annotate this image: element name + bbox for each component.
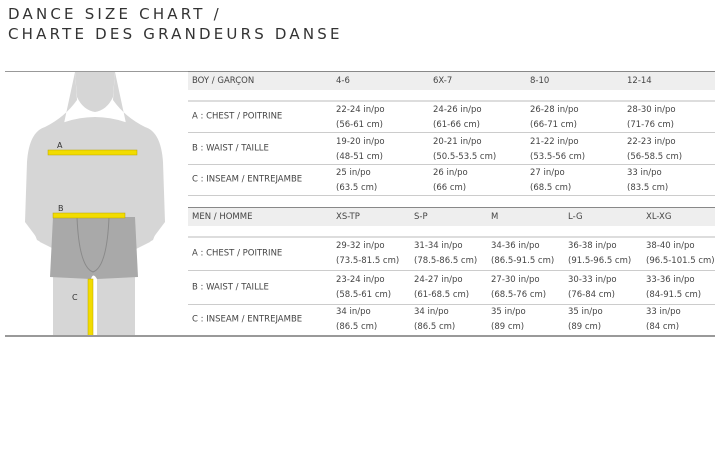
men-table-row (188, 272, 715, 305)
size-cell (627, 166, 668, 196)
size-cell (433, 103, 482, 133)
men-table-row (188, 304, 715, 337)
men-header-row (188, 207, 715, 226)
cm-value: (61-68.5 cm) (414, 290, 470, 300)
inches-value: 24-26 in/po (433, 105, 482, 115)
inches-value: 29-32 in/po (336, 241, 385, 251)
tape-chest (48, 150, 137, 155)
men-header-cell: MEN / HOMME (192, 212, 253, 222)
cm-value: (89 cm) (568, 322, 602, 332)
inches-value: 27 in/po (530, 168, 565, 178)
row-label: B : WAIST / TAILLE (192, 282, 269, 293)
size-cell (568, 239, 631, 269)
inches-value: 36-38 in/po (568, 241, 617, 251)
body-measurement-figure (5, 72, 188, 336)
boy-header-cell: BOY / GARÇON (192, 76, 255, 86)
bottom-rule (5, 335, 715, 337)
size-cell (568, 273, 617, 303)
inches-value: 30-33 in/po (568, 275, 617, 285)
inches-value: 25 in/po (336, 168, 371, 178)
inches-value: 22-23 in/po (627, 137, 676, 147)
size-cell (336, 135, 385, 165)
size-cell (530, 166, 571, 196)
cm-value: (83.5 cm) (627, 183, 669, 193)
size-cell (646, 305, 681, 335)
size-cell (491, 239, 554, 269)
tape-inseam (88, 279, 93, 336)
size-cell (336, 305, 377, 335)
inches-value: 33-36 in/po (646, 275, 695, 285)
size-cell (336, 103, 385, 133)
men-header-cell: M (491, 212, 499, 222)
cm-value: (78.5-86.5 cm) (414, 256, 478, 266)
cm-value: (68.5 cm) (530, 183, 572, 193)
inches-value: 38-40 in/po (646, 241, 695, 251)
size-cell (646, 239, 715, 269)
boy-header-row (188, 71, 715, 90)
cm-value: (89 cm) (491, 322, 525, 332)
row-label: C : INSEAM / ENTREJAMBE (192, 174, 303, 185)
boy-header-cell: 12-14 (627, 76, 652, 86)
size-cell (414, 239, 477, 269)
size-cell (433, 166, 468, 196)
men-header-cell: S-P (414, 212, 428, 222)
boy-table-row (188, 134, 715, 165)
row-label: A : CHEST / POITRINE (192, 248, 283, 259)
men-size-table (188, 207, 715, 336)
inches-value: 27-30 in/po (491, 275, 540, 285)
cm-value: (71-76 cm) (627, 120, 674, 130)
cm-value: (86.5 cm) (414, 322, 456, 332)
row-label: A : CHEST / POITRINE (192, 111, 283, 122)
cm-value: (61-66 cm) (433, 120, 480, 130)
cm-value: (66 cm) (433, 183, 467, 193)
size-cell (530, 103, 579, 133)
size-cell (491, 305, 526, 335)
cm-value: (86.5 cm) (336, 322, 378, 332)
cm-value: (66-71 cm) (530, 120, 577, 130)
cm-value: (86.5-91.5 cm) (491, 256, 555, 266)
boy-header-cell: 6X-7 (433, 76, 453, 86)
title-line-2: CHARTE DES GRANDEURS DANSE (8, 25, 343, 43)
size-cell (336, 166, 377, 196)
boy-header-cell: 4-6 (336, 76, 350, 86)
cm-value: (91.5-96.5 cm) (568, 256, 632, 266)
inches-value: 33 in/po (646, 307, 681, 317)
inches-value: 33 in/po (627, 168, 662, 178)
cm-value: (50.5-53.5 cm) (433, 152, 497, 162)
inches-value: 21-22 in/po (530, 137, 579, 147)
boy-table-row (188, 165, 715, 196)
inches-value: 22-24 in/po (336, 105, 385, 115)
label-b: B (58, 204, 64, 213)
size-cell (568, 305, 603, 335)
size-cell (433, 135, 496, 165)
inches-value: 26-28 in/po (530, 105, 579, 115)
inches-value: 23-24 in/po (336, 275, 385, 285)
shorts (50, 217, 138, 279)
cm-value: (76-84 cm) (568, 290, 615, 300)
inches-value: 35 in/po (568, 307, 603, 317)
inches-value: 34 in/po (414, 307, 449, 317)
inches-value: 26 in/po (433, 168, 468, 178)
cm-value: (53.5-56 cm) (530, 152, 586, 162)
inches-value: 28-30 in/po (627, 105, 676, 115)
title-line-1: DANCE SIZE CHART / (8, 5, 222, 23)
inches-value: 35 in/po (491, 307, 526, 317)
cm-value: (48-51 cm) (336, 152, 383, 162)
label-a: A (57, 141, 63, 150)
size-cell (646, 273, 701, 303)
boy-size-table (188, 71, 715, 196)
cm-value: (84 cm) (646, 322, 680, 332)
men-table-row (188, 238, 715, 271)
tape-waist (53, 213, 125, 218)
size-cell (530, 135, 585, 165)
cm-value: (56-61 cm) (336, 120, 383, 130)
men-header-cell: L-G (568, 212, 583, 222)
inches-value: 34-36 in/po (491, 241, 540, 251)
size-cell (491, 273, 546, 303)
size-cell (336, 239, 399, 269)
inches-value: 19-20 in/po (336, 137, 385, 147)
boy-table-row (188, 102, 715, 133)
inches-value: 31-34 in/po (414, 241, 463, 251)
cm-value: (96.5-101.5 cm) (646, 256, 715, 266)
label-c: C (72, 293, 78, 302)
row-label: B : WAIST / TAILLE (192, 143, 269, 154)
size-cell (627, 135, 682, 165)
size-cell (414, 273, 469, 303)
men-header-cell: XL-XG (646, 212, 672, 222)
cm-value: (84-91.5 cm) (646, 290, 702, 300)
cm-value: (68.5-76 cm) (491, 290, 547, 300)
inches-value: 20-21 in/po (433, 137, 482, 147)
cm-value: (63.5 cm) (336, 183, 378, 193)
cm-value: (73.5-81.5 cm) (336, 256, 400, 266)
inches-value: 34 in/po (336, 307, 371, 317)
size-cell (336, 273, 391, 303)
row-label: C : INSEAM / ENTREJAMBE (192, 314, 303, 325)
inches-value: 24-27 in/po (414, 275, 463, 285)
cm-value: (56-58.5 cm) (627, 152, 683, 162)
size-cell (627, 103, 676, 133)
cm-value: (58.5-61 cm) (336, 290, 392, 300)
size-cell (414, 305, 455, 335)
boy-header-cell: 8-10 (530, 76, 550, 86)
men-header-cell: XS-TP (336, 212, 360, 222)
